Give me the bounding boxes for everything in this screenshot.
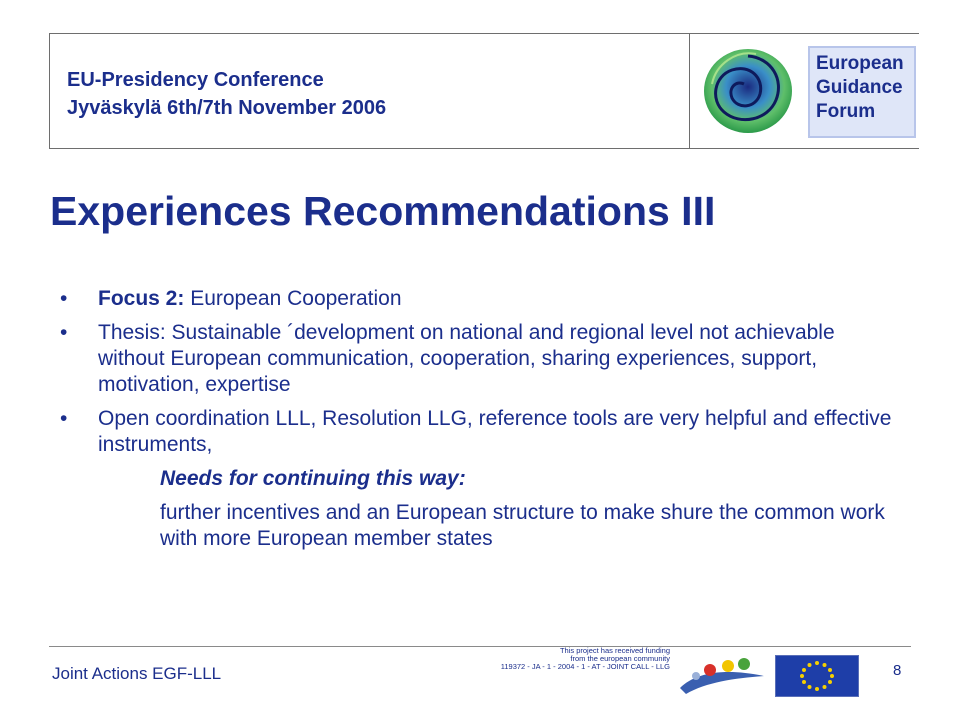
swirl-globe-icon — [692, 34, 804, 148]
bullet-text: Open coordination LLL, Resolution LLG, reference tools are very helpful and effective instruments, — [98, 407, 892, 456]
logo-line-3: Forum — [816, 101, 876, 122]
bullet-dot: • — [60, 407, 68, 430]
eu-flag-icon — [775, 655, 859, 697]
bullet-item — [60, 320, 900, 398]
conference-line-2: Jyväskylä 6th/7th November 2006 — [67, 97, 387, 119]
conference-line-1: EU-Presidency Conference — [67, 69, 324, 91]
funding-line-2: from the european community — [570, 654, 670, 663]
slide-title: Experiences Recommendations III — [50, 188, 716, 234]
logo-line-1: European — [816, 53, 904, 74]
european-guidance-forum-logo — [689, 34, 919, 148]
logo-line-2: Guidance — [816, 77, 903, 98]
logo-text — [808, 46, 916, 138]
eu-stars-icon — [776, 656, 858, 696]
programme-logo-icon — [676, 654, 768, 696]
bullet-list — [60, 286, 900, 552]
footer-project-name: Joint Actions EGF-LLL — [52, 664, 222, 683]
bullet-text: Thesis: Sustainable ´development on national and regional level not achievable without European communication, cooperation, sharing experiences, support, motivation, expertise — [98, 321, 835, 396]
bullet-bold-label: Focus 2: — [98, 287, 185, 310]
bullet-text: European Cooperation — [184, 287, 402, 310]
funding-line-3: 119372 - JA - 1 - 2004 - 1 - AT - JOINT CALL - LLG — [500, 662, 670, 671]
funding-line-1: This project has received funding — [559, 646, 670, 655]
conference-title — [67, 66, 386, 122]
funding-notice — [390, 647, 670, 671]
page-number: 8 — [893, 662, 902, 679]
bullet-dot: • — [60, 321, 68, 344]
bullet-item — [60, 406, 900, 458]
bullet-dot: • — [60, 287, 68, 310]
needs-heading: Needs for continuing this way: — [160, 467, 466, 490]
bullet-item — [60, 286, 900, 312]
further-text: further incentives and an European structure to make shure the common work with more European member states — [160, 501, 885, 550]
